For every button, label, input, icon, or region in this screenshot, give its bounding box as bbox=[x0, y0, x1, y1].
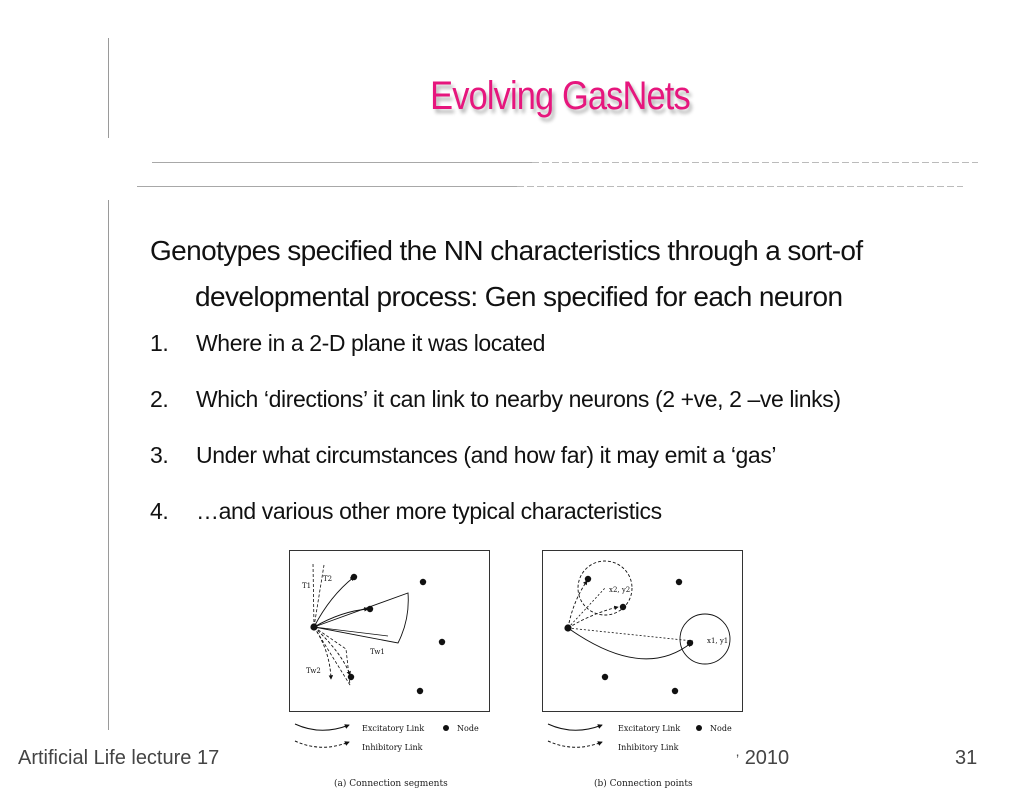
page-number: 31 bbox=[955, 747, 978, 769]
list-item-number: 3. bbox=[150, 442, 169, 468]
excitatory-link-label: Excitatory Link bbox=[362, 724, 425, 733]
node-icon bbox=[696, 725, 702, 731]
figure-b-legend bbox=[542, 718, 742, 759]
list-item-number: 4. bbox=[150, 498, 169, 524]
connection-segments-diagram bbox=[290, 551, 489, 711]
list-item bbox=[150, 498, 980, 554]
point-1-label: x1, y1 bbox=[707, 637, 729, 645]
excitatory-link-icon bbox=[548, 724, 602, 730]
title-rule-upper bbox=[152, 162, 978, 163]
slide-title: Evolving GasNets bbox=[430, 74, 690, 118]
figure-a-caption: (a) Connection segments bbox=[334, 779, 448, 789]
left-rule-top bbox=[108, 38, 109, 138]
legend-b-graphic bbox=[542, 718, 742, 754]
node-label: Node bbox=[710, 724, 732, 733]
excitatory-link-label: Excitatory Link bbox=[618, 724, 681, 733]
legend-a-graphic bbox=[289, 718, 489, 754]
figure-a-diagram bbox=[289, 550, 490, 712]
title-rule-lower bbox=[137, 186, 963, 187]
figure-b-caption: (b) Connection points bbox=[594, 779, 693, 789]
inhibitory-link-icon bbox=[295, 741, 349, 747]
t1-label: T1 bbox=[302, 582, 312, 590]
node-label: Node bbox=[457, 724, 479, 733]
footer-course-title: Artificial Life lecture 17 bbox=[18, 747, 220, 769]
inhibitory-link-icon bbox=[548, 741, 602, 747]
list-item bbox=[150, 330, 980, 386]
excitatory-link-icon bbox=[295, 724, 349, 730]
list-item-text: …and various other more typical characteristics bbox=[196, 498, 662, 524]
figure-a-legend bbox=[289, 718, 489, 759]
intro-line-2: developmental process: Gen specified for each neuron bbox=[195, 281, 843, 312]
list-item-number: 1. bbox=[150, 330, 169, 356]
list-item-text: Under what circumstances (and how far) it may emit a ‘gas’ bbox=[196, 442, 777, 468]
t2-label: T2 bbox=[323, 575, 333, 583]
intro-paragraph bbox=[150, 228, 970, 320]
footer-date bbox=[736, 747, 789, 770]
intro-line-1: Genotypes specified the NN characteristics through a sort-of bbox=[150, 235, 863, 266]
tw1-label: Tw1 bbox=[370, 648, 385, 656]
tw2-label: Tw2 bbox=[306, 667, 321, 675]
inhibitory-link-label: Inhibitory Link bbox=[618, 743, 679, 752]
left-rule-main bbox=[108, 200, 109, 730]
figure-b-diagram bbox=[542, 550, 743, 712]
list-item-text: Which ‘directions’ it can link to nearby neurons (2 +ve, 2 –ve links) bbox=[196, 386, 841, 412]
connection-points-diagram bbox=[543, 551, 742, 711]
point-2-label: x2, y2 bbox=[609, 586, 631, 594]
list-item-text: Where in a 2-D plane it was located bbox=[196, 330, 546, 356]
list-item bbox=[150, 442, 980, 498]
footer-date-tick: ’ bbox=[736, 751, 740, 767]
list-item bbox=[150, 386, 980, 442]
inhibitory-link-label: Inhibitory Link bbox=[362, 743, 423, 752]
footer-date-year: 2010 bbox=[744, 747, 790, 769]
list-item-number: 2. bbox=[150, 386, 169, 412]
characteristics-list bbox=[150, 330, 980, 554]
node-icon bbox=[443, 725, 449, 731]
